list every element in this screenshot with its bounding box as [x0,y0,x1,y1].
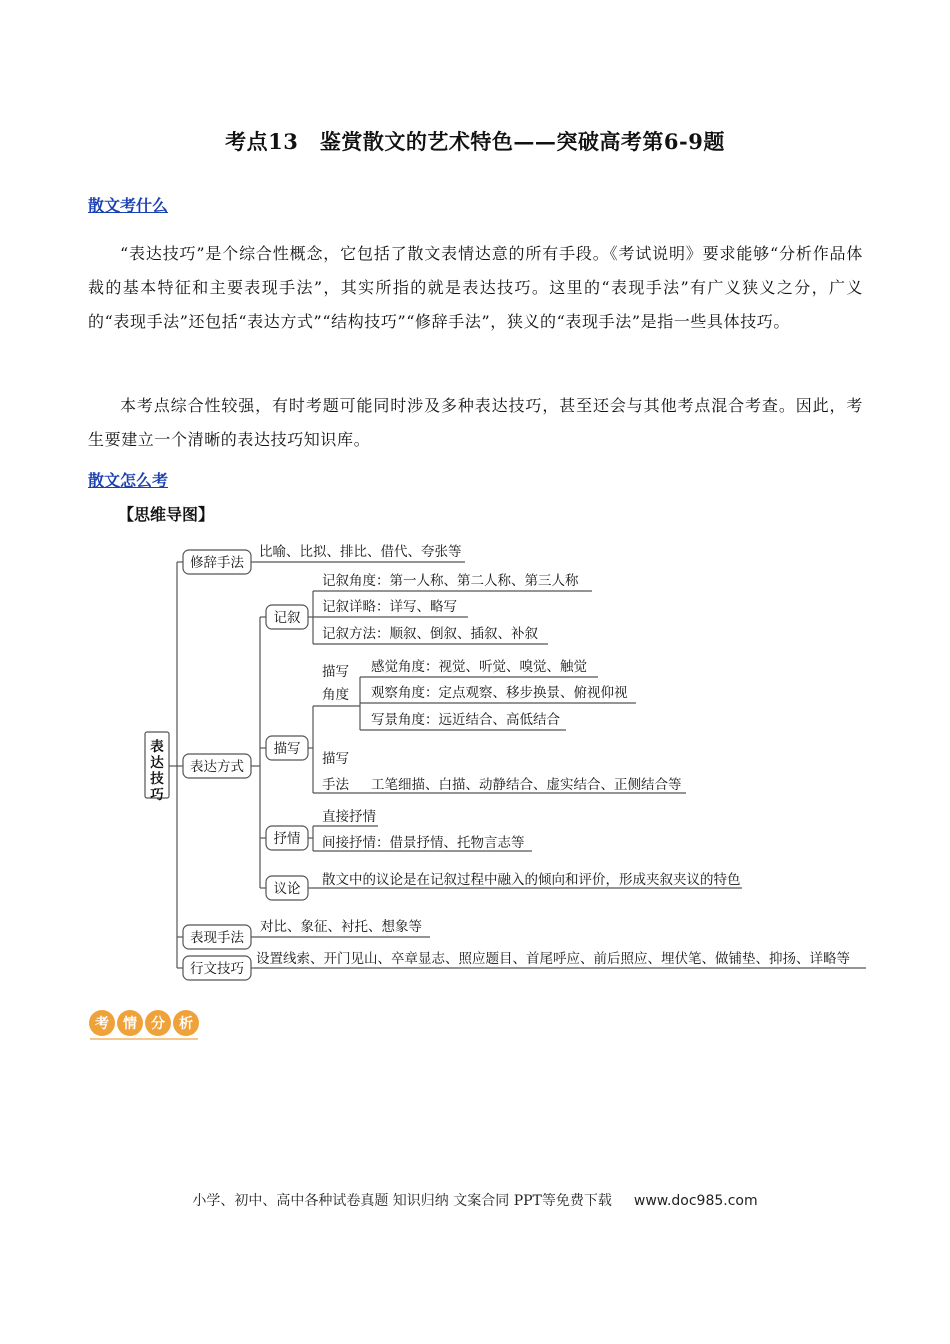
miaoxie-jiaodu-label: 描写 [322,664,349,680]
miaoxie-shoufa-content: 工笔细描、白描、动静结合、虚实结合、正侧结合等 [371,777,682,793]
paragraph-summary: 本考点综合性较强，有时考题可能同时涉及多种表达技巧，甚至还会与其他考点混合考查。因此，考生要建立一个清晰的表达技巧知识库。 [88,396,863,449]
node-shuqing-label: 抒情 [273,831,301,847]
footer [0,1190,950,1210]
jixu-item: 记叙角度：第一人称、第二人称、第三人称 [322,573,579,589]
node-jixu-label: 记叙 [273,610,301,626]
jixu-item: 记叙方法：顺叙、倒叙、插叙、补叙 [322,626,538,642]
page-title: 考点13 鉴赏散文的艺术特色——突破高考第6-9题 [225,129,725,154]
xingwen-content: 设置线索、开门见山、卒章显志、照应题目、首尾呼应、前后照应、埋伏笔、做铺垫、抑扬、详略等 [256,951,850,967]
badge-char: 情 [123,1016,137,1032]
footer-site-link[interactable]: www.doc985.com [633,1193,758,1209]
node-miaoxie-label: 描写 [273,741,301,757]
root-char-1: 表 [150,739,164,755]
section-link-what[interactable]: 散文考什么 [88,196,169,215]
root-char-2: 达 [150,755,164,771]
node-biaoda-label: 表达方式 [190,759,244,775]
biaoxian-content: 对比、象征、衬托、想象等 [260,919,422,935]
badge-char: 分 [151,1016,165,1032]
yilun-content: 散文中的议论是在记叙过程中融入的倾向和评价，形成夹叙夹议的特色 [322,872,741,888]
section-link-how[interactable]: 散文怎么考 [88,471,169,490]
paragraph-intro: “表达技巧”是个综合性概念，它包括了散文表情达意的所有手段。《考试说明》要求能够“分析作品体裁的基本特征和主要表现手法”，其实所指的就是表达技巧。这里的“表现手法”有广义狭义之分，广义的“表现手法”还包括“表达方式”“结构技巧”“修辞手法”，狭义的“表现手法”是指一些具体技巧。 [88,244,863,331]
section-badge [88,1008,203,1046]
miaoxie-jiaodu-item: 观察角度：定点观察、移步换景、俯视仰视 [371,685,628,701]
shuqing-item: 间接抒情：借景抒情、托物言志等 [322,835,525,851]
node-xingwen-label: 行文技巧 [190,961,244,977]
miaoxie-jiaodu-item: 感觉角度：视觉、听觉、嗅觉、触觉 [371,659,587,675]
root-char-4: 巧 [150,787,164,803]
shuqing-item: 直接抒情 [322,809,376,825]
jixu-item: 记叙详略：详写、略写 [322,599,457,615]
xiuci-content: 比喻、比拟、排比、借代、夸张等 [259,544,462,560]
node-yilun-label: 议论 [273,881,301,897]
node-biaoxian-label: 表现手法 [190,930,244,946]
badge-char: 析 [179,1016,193,1032]
miaoxie-shoufa-label: 描写 [322,751,349,767]
miaoxie-shoufa-label: 手法 [322,777,349,793]
miaoxie-jiaodu-item: 写景角度：远近结合、高低结合 [371,712,560,728]
root-char-3: 技 [150,771,164,787]
badge-char: 考 [95,1016,109,1032]
node-xiuci-label: 修辞手法 [190,555,244,571]
miaoxie-jiaodu-label: 角度 [322,687,349,703]
footer-text: 小学、初中、高中各种试卷真题 知识归纳 文案合同 PPT等免费下载 [192,1193,612,1209]
mindmap-heading: 【思维导图】 [118,505,215,524]
